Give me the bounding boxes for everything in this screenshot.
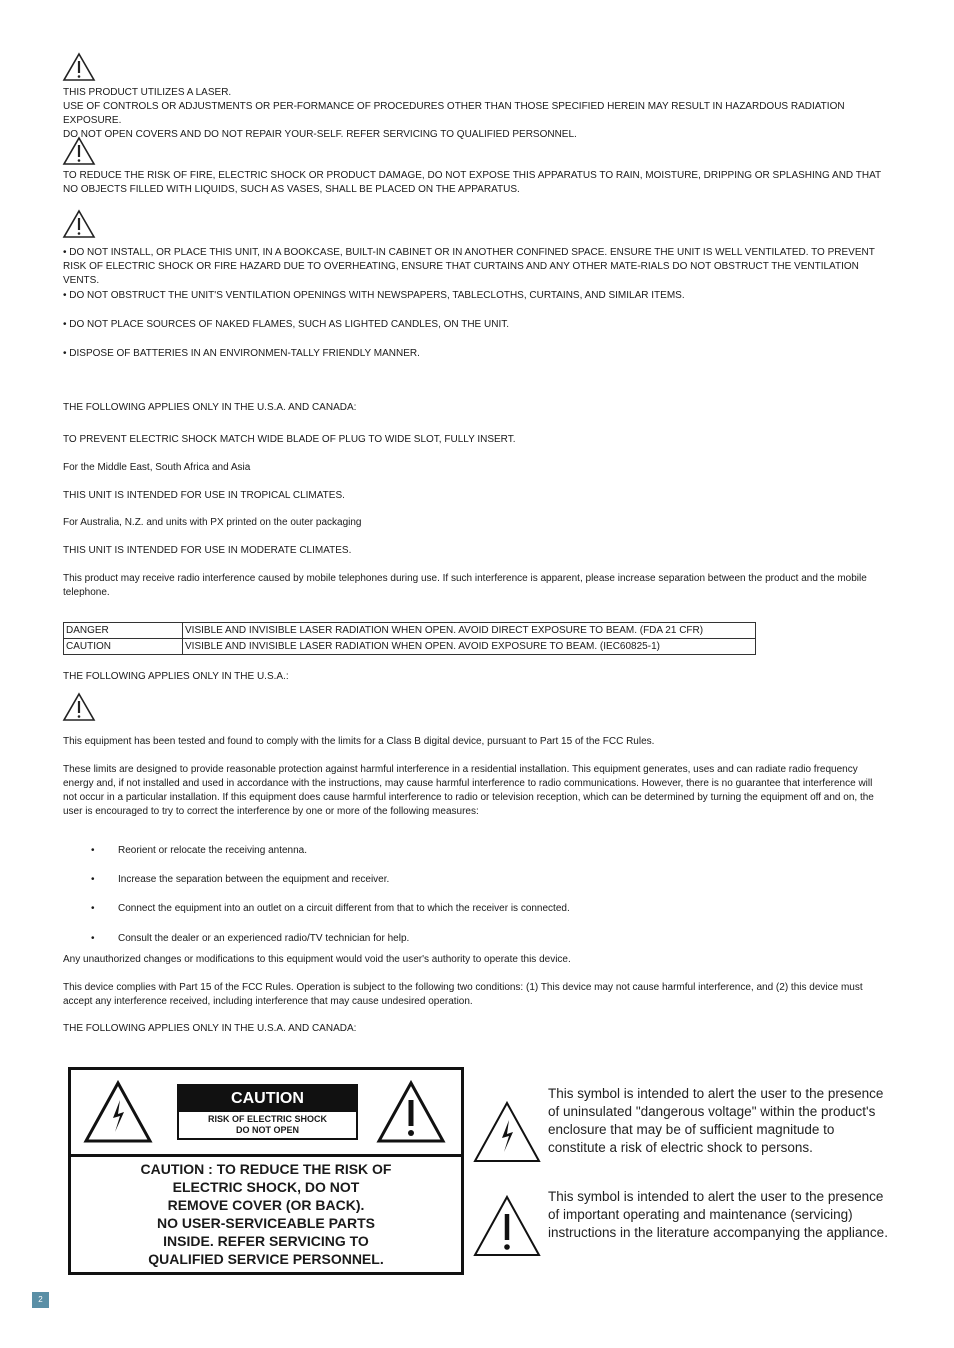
list-item-text: Connect the equipment into an outlet on a circuit different from that to which the receiver is connected. <box>118 903 570 914</box>
warning-triangle-icon <box>62 692 96 722</box>
fcc-limits-text: These limits are designed to provide reasonable protection against harmful interference in a residential installation. This equipment generates, uses and can radiate radio frequency energy and, if not installed and used in accordance with the instructions, may cause harmful interference to radio communications. However, there is no guarantee that interference will not occur in a particular installation. If this equipment does cause harmful interference to radio or television reception, which can be determined by turning the equipment off and on, the user is encouraged to try to correct the interference by one or more of the following measures: <box>63 764 874 817</box>
table-cell-text: VISIBLE AND INVISIBLE LASER RADIATION WHEN OPEN. AVOID EXPOSURE TO BEAM. (IEC60825-1) <box>183 639 756 655</box>
exclamation-triangle-icon <box>472 1194 542 1258</box>
laser-warning-table <box>63 622 756 655</box>
caution-body-line: REMOVE COVER (OR BACK). <box>167 1197 365 1213</box>
caution-subtitle <box>179 1114 356 1136</box>
caution-body-line: NO USER-SERVICEABLE PARTS <box>156 1215 376 1231</box>
laser-notice-line: THIS PRODUCT UTILIZES A LASER. <box>63 87 232 98</box>
caution-box <box>177 1084 358 1140</box>
warning-triangle-icon <box>62 52 96 82</box>
bullet: • <box>91 903 95 914</box>
laser-notice-line: DO NOT OPEN COVERS AND DO NOT REPAIR YOUR-SELF. REFER SERVICING TO QUALIFIED PERSONNEL. <box>63 129 577 140</box>
lightning-triangle-icon <box>472 1100 542 1164</box>
radio-interference-text: This product may receive radio interference caused by mobile telephones during use. If such interference is apparent, please increase separation between the product and the mobile telephone. <box>63 573 867 598</box>
ventilation-warning: • DO NOT INSTALL, OR PLACE THIS UNIT, IN A BOOKCASE, BUILT-IN CABINET OR IN ANOTHER CONFINED SPACE. ENSURE THE UNIT IS WELL VENTILATED. TO PREVENT RISK OF ELECTRIC SHOCK OR FIRE HAZARD DUE TO OVERHEATING, ENSURE THAT CURTAINS AND ANY OTHER MATE-RIALS DO NOT OBSTRUCT THE VENTILATION VENTS. <box>63 247 875 286</box>
warning-triangle-icon <box>62 136 96 166</box>
lightning-triangle-icon <box>83 1080 153 1144</box>
table-cell-label: CAUTION <box>64 639 183 655</box>
ventilation-openings-warning: • DO NOT OBSTRUCT THE UNIT'S VENTILATION OPENINGS WITH NEWSPAPERS, TABLECLOTHS, CURTAINS, AND SIMILAR ITEMS. <box>63 290 685 301</box>
usa-only-heading: THE FOLLOWING APPLIES ONLY IN THE U.S.A.: <box>63 671 289 682</box>
usa-canada-heading: THE FOLLOWING APPLIES ONLY IN THE U.S.A. AND CANADA: <box>63 402 357 413</box>
australia-heading: For Australia, N.Z. and units with PX printed on the outer packaging <box>63 517 362 528</box>
list-item-text: Reorient or relocate the receiving antenna. <box>118 845 308 856</box>
instructions-symbol-text: This symbol is intended to alert the user to the presence of important operating and maintenance (servicing) instructions in the literature accompanying the appliance. <box>548 1189 888 1240</box>
middle-east-heading: For the Middle East, South Africa and Asia <box>63 462 251 473</box>
page-number: 2 <box>32 1292 49 1308</box>
fcc-tested-text: This equipment has been tested and found to comply with the limits for a Class B digital device, pursuant to Part 15 of the FCC Rules. <box>63 736 655 747</box>
exclamation-triangle-icon <box>376 1080 446 1144</box>
caution-body-line: QUALIFIED SERVICE PERSONNEL. <box>148 1251 384 1267</box>
caution-subtitle-line: DO NOT OPEN <box>235 1125 299 1135</box>
voltage-symbol-text: This symbol is intended to alert the user to the presence of uninsulated "dangerous voltage" within the product's enclosure that may be of sufficient magnitude to constitute a risk of electric shock to persons. <box>548 1086 884 1155</box>
caution-body-line: CAUTION : TO REDUCE THE RISK OF <box>140 1161 392 1177</box>
caution-label-top <box>71 1070 461 1157</box>
bullet: • <box>91 845 95 856</box>
table-row <box>64 639 756 655</box>
naked-flames-warning: • DO NOT PLACE SOURCES OF NAKED FLAMES, SUCH AS LIGHTED CANDLES, ON THE UNIT. <box>63 319 509 330</box>
table-cell-text: VISIBLE AND INVISIBLE LASER RADIATION WHEN OPEN. AVOID DIRECT EXPOSURE TO BEAM. (FDA 21 CFR) <box>183 623 756 639</box>
laser-notice-line: USE OF CONTROLS OR ADJUSTMENTS OR PER-FORMANCE OF PROCEDURES OTHER THAN THOSE SPECIFIED HEREIN MAY RESULT IN HAZARDOUS RADIATION EXPOSURE. <box>63 101 845 126</box>
usa-canada-heading-2: THE FOLLOWING APPLIES ONLY IN THE U.S.A. AND CANADA: <box>63 1023 357 1034</box>
fcc-complies-text: This device complies with Part 15 of the FCC Rules. Operation is subject to the following two conditions: (1) This device may not cause harmful interference, and (2) this device must accept any interference received, including interference that may cause undesired operation. <box>63 982 863 1007</box>
caution-subtitle-line: RISK OF ELECTRIC SHOCK <box>207 1114 327 1124</box>
moderate-climates-text: THIS UNIT IS INTENDED FOR USE IN MODERATE CLIMATES. <box>63 545 352 556</box>
caution-title: CAUTION <box>179 1086 356 1112</box>
table-row <box>64 623 756 639</box>
plug-instructions: TO PREVENT ELECTRIC SHOCK MATCH WIDE BLADE OF PLUG TO WIDE SLOT, FULLY INSERT. <box>63 434 516 445</box>
moisture-warning: TO REDUCE THE RISK OF FIRE, ELECTRIC SHOCK OR PRODUCT DAMAGE, DO NOT EXPOSE THIS APPARATUS TO RAIN, MOISTURE, DRIPPING OR SPLASHING AND THAT NO OBJECTS FILLED WITH LIQUIDS, SUCH AS VASES, SHALL BE PLACED ON THE APPARATUS. <box>63 170 881 195</box>
caution-label <box>68 1067 464 1275</box>
batteries-warning: • DISPOSE OF BATTERIES IN AN ENVIRONMEN-TALLY FRIENDLY MANNER. <box>63 348 420 359</box>
list-item-text: Increase the separation between the equipment and receiver. <box>118 874 390 885</box>
bullet: • <box>91 933 95 944</box>
laser-notice <box>63 86 885 142</box>
bullet: • <box>91 874 95 885</box>
list-item-text: Consult the dealer or an experienced radio/TV technician for help. <box>118 933 410 944</box>
tropical-climates-text: THIS UNIT IS INTENDED FOR USE IN TROPICAL CLIMATES. <box>63 490 345 501</box>
unauthorized-changes-text: Any unauthorized changes or modifications to this equipment would void the user's authority to operate this device. <box>63 954 571 965</box>
caution-body-line: ELECTRIC SHOCK, DO NOT <box>172 1179 360 1195</box>
warning-triangle-icon <box>62 209 96 239</box>
caution-body-line: INSIDE. REFER SERVICING TO <box>163 1233 369 1249</box>
table-cell-label: DANGER <box>64 623 183 639</box>
caution-body <box>81 1160 451 1268</box>
